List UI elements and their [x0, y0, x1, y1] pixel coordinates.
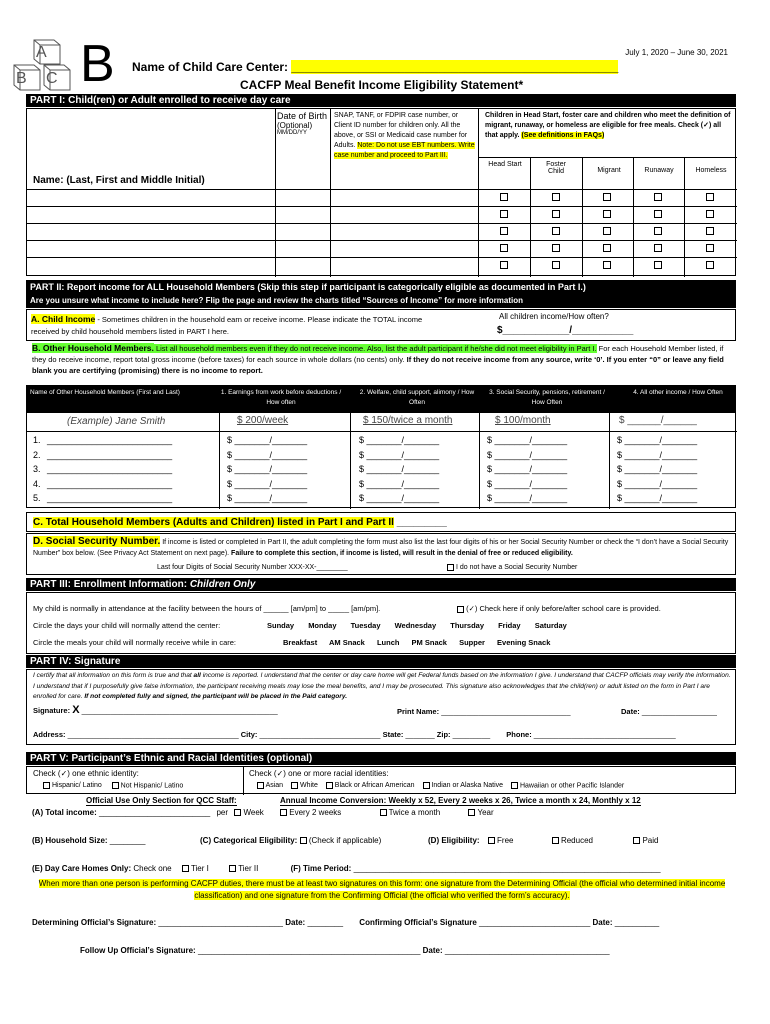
- checkbox-runaway[interactable]: [654, 261, 662, 269]
- row-number: 1.: [33, 435, 41, 445]
- follow-up-date-input[interactable]: _____________________________________: [444, 946, 610, 955]
- earnings-input[interactable]: $ _______/_______: [227, 464, 308, 474]
- name-column-header: Name: (Last, First and Middle Initial): [33, 175, 205, 186]
- eligibility-label: (D) Eligibility:: [428, 836, 480, 845]
- checkbox-head-start[interactable]: [500, 210, 508, 218]
- notice-text: When more than one person is performing CACFP duties, there must be at least two signatures on this form: one signature from the Determining Official (the official who determined initial income classification) and one signature from the Confirming Official (the official who verified the form’s accuracy).: [38, 879, 726, 900]
- earnings-input[interactable]: $ _______/_______: [227, 435, 308, 445]
- checkbox-runaway[interactable]: [654, 193, 662, 201]
- reduced-label: Reduced: [560, 836, 593, 845]
- child-income-label: A. Child Income: [31, 314, 96, 324]
- total-members-label: C. Total Household Members (Adults and Children) listed in Part I and Part II: [33, 517, 394, 528]
- determining-official-row: [32, 918, 659, 927]
- paid-label: Paid: [642, 836, 659, 845]
- day-care-text: Check one: [133, 864, 172, 873]
- white-label: White: [299, 782, 318, 790]
- meal-supper[interactable]: Supper: [459, 638, 485, 647]
- checkbox-runaway[interactable]: [654, 227, 662, 235]
- black-checkbox[interactable]: [326, 782, 333, 789]
- checkbox-migrant[interactable]: [603, 244, 611, 252]
- categorical-checkbox[interactable]: [300, 837, 307, 844]
- total-income-label: (A) Total income:: [32, 808, 97, 817]
- snap-text: SNAP, TANF, or FDPIR case number, or Client ID number for children only. All the above, or SSI or Medicaid case number for Adults.: [334, 112, 468, 149]
- part5-header: PART V: Participant’s Ethnic and Racial Identities (optional): [26, 752, 736, 765]
- cert-all: all: [193, 672, 201, 679]
- free-checkbox[interactable]: [488, 837, 495, 844]
- signature-x: X: [72, 704, 80, 716]
- day-saturday[interactable]: Saturday: [534, 621, 567, 630]
- no-ssn-option: [447, 562, 577, 573]
- dob-optional: (Optional): [277, 121, 313, 130]
- earnings-input[interactable]: $ _______/_______: [227, 449, 308, 460]
- not-hispanic-checkbox[interactable]: [112, 782, 119, 789]
- logo-big-b: B: [80, 35, 115, 93]
- welfare-input[interactable]: $ _______/_______: [359, 449, 440, 460]
- city-input[interactable]: _____________________________: [259, 730, 381, 739]
- indian-label: Indian or Alaska Native: [431, 782, 504, 790]
- freq-week-checkbox[interactable]: [234, 809, 241, 816]
- checkbox-homeless[interactable]: [706, 261, 714, 269]
- meal-breakfast[interactable]: Breakfast: [283, 638, 318, 647]
- checkbox-head-start[interactable]: [500, 193, 508, 201]
- freq-year-checkbox[interactable]: [468, 809, 475, 816]
- center-name-label: Name of Child Care Center:: [132, 60, 289, 74]
- meals-label: Circle the meals your child will normally receive while in care:: [33, 638, 236, 647]
- cert-bold: If not completed fully and signed, the participant will be placed in the Paid category.: [82, 693, 348, 700]
- free-label: Free: [497, 836, 514, 845]
- welfare-input[interactable]: $ _______/_______: [359, 478, 440, 489]
- meal-evening-snack[interactable]: Evening Snack: [497, 638, 551, 647]
- snap-note: Note: Do not use EBT numbers. Write case number and proceed to Part III.: [334, 142, 475, 159]
- certification-text: [33, 671, 733, 703]
- earnings-input[interactable]: $ _______/_______: [227, 493, 308, 503]
- state-label: State:: [382, 730, 404, 739]
- dob-format: MM/DD/YY: [277, 130, 307, 136]
- day-tuesday[interactable]: Tuesday: [350, 621, 381, 630]
- race-options: [257, 782, 624, 789]
- checkbox-foster[interactable]: [552, 261, 560, 269]
- sig-date-input[interactable]: __________________: [641, 707, 717, 716]
- follow-up-label: Follow Up Official’s Signature:: [80, 946, 196, 955]
- official-header: [26, 795, 736, 807]
- row-number: 4.: [33, 478, 41, 489]
- example-earnings: $ 200/week: [237, 415, 289, 426]
- checkbox-homeless[interactable]: [706, 210, 714, 218]
- freq-twice-checkbox[interactable]: [380, 809, 387, 816]
- ethnic-label: Check (✓) one ethnic identity:: [33, 769, 139, 778]
- other-income-input[interactable]: $ _______/_______: [617, 449, 698, 460]
- snap-header: [334, 111, 476, 161]
- checkbox-homeless[interactable]: [706, 244, 714, 252]
- part2-subtitle: Are you unsure what income to include here? Flip the page and review the charts titled “Sources of Income” for more information: [30, 296, 523, 305]
- phone-label: Phone:: [506, 730, 532, 739]
- col-head-start: Head Start: [488, 161, 522, 168]
- col-migrant: Migrant: [597, 167, 621, 174]
- checkbox-migrant[interactable]: [603, 261, 611, 269]
- hispanic-label: Hispanic/ Latino: [51, 782, 102, 790]
- tier2-checkbox[interactable]: [229, 865, 236, 872]
- part3-header: [26, 578, 736, 591]
- member-name-input[interactable]: _________________________: [47, 478, 173, 489]
- logo-letter-b: B: [16, 70, 27, 87]
- part3-title-italic: Children Only: [189, 579, 256, 590]
- meals-options: [283, 638, 550, 647]
- part5-body: [26, 766, 736, 794]
- signature-label: Signature:: [33, 706, 71, 715]
- checkbox-migrant[interactable]: [603, 193, 611, 201]
- two-signature-notice: [32, 878, 732, 902]
- member-name-input[interactable]: _________________________: [47, 449, 173, 460]
- example-other: $ ______/______: [619, 415, 697, 426]
- tier1-checkbox[interactable]: [182, 865, 189, 872]
- member-name-input[interactable]: _________________________: [47, 435, 173, 445]
- checkbox-homeless[interactable]: [706, 193, 714, 201]
- confirming-input[interactable]: _________________________: [479, 918, 591, 927]
- day-friday[interactable]: Friday: [498, 621, 521, 630]
- sig-date-label: Date:: [621, 707, 640, 716]
- member-rows: [27, 433, 737, 506]
- categorical-label: (C) Categorical Eligibility:: [200, 836, 298, 845]
- checkbox-foster[interactable]: [552, 193, 560, 201]
- part4-body: [26, 669, 736, 745]
- other-members-text: [32, 343, 732, 376]
- print-name-input[interactable]: _______________________________: [441, 707, 571, 716]
- checkbox-homeless[interactable]: [706, 227, 714, 235]
- address-row: [33, 730, 676, 739]
- black-label: Black or African American: [334, 782, 415, 790]
- freq-2weeks-checkbox[interactable]: [280, 809, 287, 816]
- before-after-option: [457, 604, 661, 613]
- center-name-line: [132, 60, 618, 74]
- part3-body: [26, 592, 736, 654]
- child-income-text: - Sometimes children in the household earn or receive income. Please indicate the TOTAL income received by child household members listed in PART I here.: [31, 315, 423, 336]
- part1-header: PART I: Child(ren) or Adult enrolled to receive day care: [26, 94, 736, 107]
- ssn-bold: Failure to complete this section, if income is listed, will result in the denial of free or reduced eligibility.: [229, 550, 573, 557]
- days-options: [267, 621, 567, 630]
- total-income-input[interactable]: _________________________: [98, 808, 211, 817]
- part2-title: PART II: Report income for ALL Household Members (Skip this step if participant is categorically eligible as documented in Part I.): [30, 282, 586, 292]
- row-number: 2.: [33, 449, 41, 460]
- checkbox-foster[interactable]: [552, 210, 560, 218]
- part2-header: [26, 280, 736, 308]
- hispanic-checkbox[interactable]: [43, 782, 50, 789]
- welfare-input[interactable]: $ _______/_______: [359, 435, 440, 445]
- attendance-hours[interactable]: My child is normally in attendance at the facility between the hours of ______ [am/pm] to _____ [am/pm].: [33, 604, 381, 613]
- reduced-checkbox[interactable]: [552, 837, 559, 844]
- ssn-text: If income is listed or completed in Part II, the adult completing the form must also list the last four digits of his or her Social Security Number or check the “I don’t have a Social Security Number” box below. (See Privacy Act Statement on next page).: [33, 539, 729, 557]
- checkbox-migrant[interactable]: [603, 210, 611, 218]
- meal-am-snack[interactable]: AM Snack: [329, 638, 365, 647]
- address-input[interactable]: _________________________________________: [67, 730, 239, 739]
- day-wednesday[interactable]: Wednesday: [394, 621, 437, 630]
- col-other-income: 4. All other income / How Often: [633, 389, 723, 396]
- earnings-input[interactable]: $ _______/_______: [227, 478, 308, 489]
- other-income-input[interactable]: $ _______/_______: [617, 478, 698, 489]
- paid-checkbox[interactable]: [633, 837, 640, 844]
- checkbox-runaway[interactable]: [654, 210, 662, 218]
- day-care-row: [32, 864, 661, 873]
- social-security-input[interactable]: $ _______/_______: [487, 478, 568, 489]
- row-number: 3.: [33, 464, 41, 474]
- income-table-body: [26, 412, 736, 508]
- days-label: Circle the days your child will normally attend the center:: [33, 621, 221, 630]
- meal-lunch[interactable]: Lunch: [376, 638, 400, 647]
- hawaiian-checkbox[interactable]: [511, 782, 518, 789]
- indian-checkbox[interactable]: [423, 782, 430, 789]
- col-welfare: 2. Welfare, child support, alimony / How Often: [359, 389, 475, 406]
- cert-part-a: I certify that all information on this form is true and that: [33, 672, 194, 679]
- categorical-header: [485, 111, 733, 141]
- other-members-bold: If they do not receive income from any source, write ‘0’. If you enter “0” or leave any field blank you are certifying (promising) there is no income to report.: [32, 355, 724, 375]
- print-name-label: Print Name:: [397, 707, 440, 716]
- part1-table: [26, 108, 736, 276]
- child-income-right-label: All children income/How often?: [499, 312, 609, 321]
- print-name-row: [397, 707, 571, 716]
- welfare-input[interactable]: $ _______/_______: [359, 493, 440, 503]
- ethnic-options: [43, 782, 183, 789]
- hawaiian-label: Hawaiian or other Pacific Islander: [519, 782, 625, 790]
- dob-title: Date of Birth: [277, 111, 328, 121]
- eligibility: [428, 836, 658, 845]
- confirming-label: Confirming Official’s Signature: [359, 918, 477, 927]
- before-after-checkbox[interactable]: [457, 606, 464, 613]
- freq-2weeks-label: Every 2 weeks: [289, 808, 342, 817]
- confirming-date-label: Date:: [592, 918, 613, 927]
- per-label: per: [216, 808, 229, 817]
- date-range: July 1, 2020 – June 30, 2021: [625, 48, 728, 57]
- follow-up-date-label: Date:: [422, 946, 443, 955]
- determining-label: Determining Official’s Signature:: [32, 918, 157, 927]
- household-size-label: (B) Household Size:: [32, 836, 108, 845]
- other-income-input[interactable]: $ _______/_______: [617, 435, 698, 445]
- ssn-box: [26, 533, 736, 575]
- checkbox-foster[interactable]: [552, 244, 560, 252]
- categorical-text: Children in Head Start, foster care and children who meet the definition of migrant, runaway, or homeless are eligible for free meals. Check (✓) all that apply.: [485, 112, 731, 139]
- example-social-security: $ 100/month: [495, 415, 551, 426]
- welfare-input[interactable]: $ _______/_______: [359, 464, 440, 474]
- not-hispanic-label: Not Hispanic/ Latino: [120, 782, 184, 790]
- checkbox-foster[interactable]: [552, 227, 560, 235]
- signature-input[interactable]: _______________________________________________: [81, 706, 278, 715]
- checkbox-migrant[interactable]: [603, 227, 611, 235]
- freq-twice-label: Twice a month: [388, 808, 441, 817]
- total-income-row: [32, 808, 494, 817]
- time-period-input[interactable]: _____________________________________________________________________: [353, 864, 661, 873]
- ssn-label: D. Social Security Number.: [33, 536, 161, 547]
- col-earnings: 1. Earnings from work before deductions / How often: [220, 389, 342, 406]
- no-ssn-checkbox[interactable]: [447, 564, 454, 571]
- logo-letter-c: C: [46, 70, 58, 87]
- child-income-input[interactable]: $____________/___________: [497, 325, 634, 336]
- day-thursday[interactable]: Thursday: [450, 621, 484, 630]
- example-name: (Example) Jane Smith: [67, 416, 166, 427]
- row-number: 5.: [33, 493, 41, 503]
- city-label: City:: [240, 730, 258, 739]
- tier2-label: Tier II: [238, 864, 259, 873]
- other-income-input[interactable]: $ _______/_______: [617, 493, 698, 503]
- checkbox-head-start[interactable]: [500, 227, 508, 235]
- freq-year-label: Year: [477, 808, 494, 817]
- other-members-green: List all household members even if they do not receive income. Also, list the adult participant if he/she did not meet eligibility in Part I.: [153, 344, 597, 353]
- determining-date-label: Date:: [285, 918, 306, 927]
- determining-date-input[interactable]: ________: [307, 918, 344, 927]
- part3-title: PART III: Enrollment Information:: [30, 579, 190, 590]
- follow-up-official-row: [80, 946, 610, 955]
- logo-letter-a: A: [36, 44, 47, 61]
- confirming-date-input[interactable]: __________: [614, 918, 660, 927]
- social-security-input[interactable]: $ _______/_______: [487, 435, 568, 445]
- ssn-input[interactable]: Last four Digits of Social Security Number XXX-XX-________: [157, 564, 348, 571]
- zip-label: Zip:: [436, 730, 451, 739]
- checkbox-head-start[interactable]: [500, 261, 508, 269]
- asian-checkbox[interactable]: [257, 782, 264, 789]
- household-size-input[interactable]: ________: [109, 836, 146, 845]
- center-name-input[interactable]: _________________________________________________: [291, 60, 619, 74]
- categorical-note: (See definitions in FAQs): [521, 132, 605, 139]
- asian-label: Asian: [265, 782, 284, 790]
- official-title: Official Use Only Section for QCC Staff:: [86, 796, 237, 805]
- follow-up-input[interactable]: __________________________________________________: [197, 946, 421, 955]
- child-income-box: [26, 309, 736, 341]
- signature-row: [33, 704, 278, 716]
- white-checkbox[interactable]: [291, 782, 298, 789]
- social-security-input[interactable]: $ _______/_______: [487, 493, 568, 503]
- member-name-input[interactable]: _________________________: [47, 493, 173, 503]
- categorical-eligibility: [200, 836, 381, 845]
- tier1-label: Tier I: [190, 864, 209, 873]
- day-sunday[interactable]: Sunday: [267, 621, 295, 630]
- col-runaway: Runaway: [644, 167, 674, 174]
- time-period-label: (F) Time Period:: [290, 864, 352, 873]
- checkbox-head-start[interactable]: [500, 244, 508, 252]
- social-security-input[interactable]: $ _______/_______: [487, 464, 568, 474]
- day-monday[interactable]: Monday: [308, 621, 337, 630]
- freq-week-label: Week: [243, 808, 264, 817]
- dob-header: [277, 111, 329, 136]
- part4-header: PART IV: Signature: [26, 655, 736, 668]
- col-member-name: Name of Other Household Members (First and Last): [30, 389, 180, 396]
- cert-part-b: income is reported. I understand that the center or day care home will get Federal funds based on the information I give. I understand that CACFP officials may verify the information. I understand that if I purposefully give false information, the participant receiving meals may lose the meal benefits, and I may be prosecuted. This signature also acknowledges that the child(ren) or adult listed on the form in Part I are enrolled for care.: [33, 672, 731, 700]
- member-name-input[interactable]: _________________________: [47, 464, 173, 474]
- other-income-input[interactable]: $ _______/_______: [617, 464, 698, 474]
- form-title: CACFP Meal Benefit Income Eligibility Statement*: [240, 78, 524, 92]
- state-input[interactable]: _______: [405, 730, 435, 739]
- before-after-label: (✓) Check here if only before/after school care is provided.: [466, 604, 661, 613]
- phone-input[interactable]: __________________________________: [533, 730, 676, 739]
- col-social-security: 3. Social Security, pensions, retirement / How Often: [489, 389, 605, 406]
- checkbox-runaway[interactable]: [654, 244, 662, 252]
- other-members-label: B. Other Household Members.: [32, 343, 154, 353]
- total-members-box: [26, 512, 736, 532]
- sig-date-row: [621, 707, 717, 716]
- household-size: [32, 836, 145, 845]
- meal-pm-snack[interactable]: PM Snack: [411, 638, 447, 647]
- zip-input[interactable]: _________: [452, 730, 491, 739]
- income-table-header: [26, 385, 736, 412]
- race-label: Check (✓) one or more racial identities:: [249, 769, 389, 778]
- no-ssn-label: I do not have a Social Security Number: [455, 564, 578, 571]
- example-welfare: $ 150/twice a month: [363, 415, 453, 426]
- address-label: Address:: [33, 730, 66, 739]
- social-security-input[interactable]: $ _______/_______: [487, 449, 568, 460]
- col-foster-child: Foster Child: [546, 161, 566, 175]
- other-members-instructions: For each Household Member listed, if they do receive income, report total gross income (before taxes) for each source in whole dollars (no cents) only.: [32, 344, 724, 364]
- day-care-label: (E) Day Care Homes Only:: [32, 864, 132, 873]
- categorical-check-text: (Check if applicable): [308, 836, 382, 845]
- col-homeless: Homeless: [695, 167, 727, 174]
- annual-conversion: Annual Income Conversion: Weekly x 52, Every 2 weeks x 26, Twice a month x 24, Monthly x 12: [280, 796, 641, 805]
- determining-input[interactable]: ____________________________: [158, 918, 283, 927]
- total-members-input[interactable]: _________: [393, 517, 447, 528]
